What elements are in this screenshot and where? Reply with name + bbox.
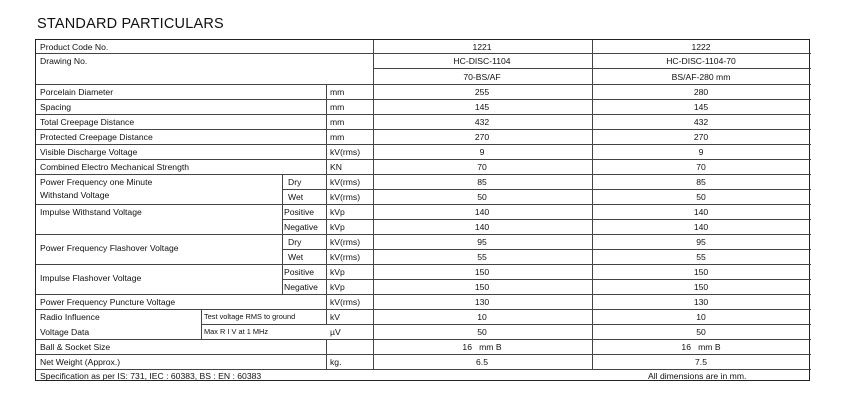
row-value-1: 150	[474, 282, 490, 292]
row-value-1: 95	[477, 237, 487, 247]
row-value-1: 9	[479, 147, 485, 157]
row-label: Spacing	[40, 102, 72, 112]
row-unit: kVp	[330, 267, 345, 277]
row-unit: kV(rms)	[330, 192, 361, 202]
row-divider	[36, 144, 811, 145]
row-unit: kVp	[330, 282, 345, 292]
row-divider	[36, 204, 811, 205]
row-value-1: 50	[477, 192, 487, 202]
row-value-1: 140	[474, 222, 490, 232]
row-unit: KN	[330, 162, 342, 172]
column-divider	[326, 84, 327, 324]
condition-label: Negative	[284, 222, 318, 232]
row-divider	[36, 369, 811, 370]
row-unit: kVp	[330, 222, 345, 232]
condition-label: Dry	[288, 237, 302, 247]
row-divider	[282, 249, 811, 250]
row-divider	[36, 234, 811, 235]
group-label-line1: Radio Influence	[40, 312, 100, 322]
group-label-line2: Withstand Voltage	[40, 190, 110, 200]
condition-label: Wet	[288, 192, 304, 202]
row-unit: kV(rms)	[330, 252, 361, 262]
row-value-2: 55	[696, 252, 706, 262]
row-divider	[282, 279, 811, 280]
group-label-line1: Power Frequency one Minute	[40, 177, 153, 187]
row-label: Power Frequency Puncture Voltage	[40, 297, 176, 307]
column-divider	[282, 174, 283, 294]
row-divider	[36, 53, 811, 54]
condition-label: Dry	[288, 177, 302, 187]
column-divider	[373, 40, 374, 369]
row-value-1: 70	[477, 162, 487, 172]
row-label: Combined Electro Mechanical Strength	[40, 162, 190, 172]
row-value-1: 85	[477, 177, 487, 187]
drawing-no-1-line2: 70-BS/AF	[463, 72, 501, 82]
row-divider	[36, 114, 811, 115]
row-value-2: 130	[693, 297, 709, 307]
row-value-1: 150	[474, 267, 490, 277]
row-value-1: 50	[477, 327, 487, 337]
row-value-1: 255	[474, 87, 490, 97]
row-unit: kV(rms)	[330, 237, 361, 247]
drawing-no-2-line1: HC-DISC-1104-70	[666, 56, 736, 66]
row-value-1: 432	[474, 117, 490, 127]
condition-label: Test voltage RMS to ground	[204, 312, 296, 321]
product-code-label: Product Code No.	[40, 42, 109, 52]
row-divider	[36, 309, 811, 310]
row-unit: mm	[330, 102, 345, 112]
row-label: Ball & Socket Size	[40, 342, 111, 352]
row-divider	[201, 324, 811, 325]
row-unit: kV(rms)	[330, 177, 361, 187]
row-value-2: 7.5	[695, 357, 707, 367]
row-divider	[36, 264, 811, 265]
row-value-2: 95	[696, 237, 706, 247]
condition-label: Max R I V at 1 MHz	[204, 327, 269, 336]
column-divider	[592, 40, 593, 369]
dimensions-note: All dimensions are in mm.	[648, 371, 747, 381]
product-code-2: 1222	[691, 42, 711, 52]
row-value-2: 280	[693, 87, 709, 97]
row-value-2: 9	[698, 147, 704, 157]
row-unit: kV	[330, 312, 341, 322]
row-unit: kV(rms)	[330, 297, 361, 307]
row-value-2: 432	[693, 117, 709, 127]
row-divider	[36, 99, 811, 100]
row-value-1: 16 mm B	[462, 342, 502, 352]
row-value-1: 145	[474, 102, 490, 112]
row-divider	[36, 354, 811, 355]
row-unit: kV(rms)	[330, 147, 361, 157]
row-unit: mm	[330, 117, 345, 127]
row-value-2: 50	[696, 192, 706, 202]
drawing-no-2-line2: BS/AF-280 mm	[671, 72, 731, 82]
row-label: Porcelain Diameter	[40, 87, 114, 97]
row-unit: µV	[330, 327, 341, 337]
row-value-2: 140	[693, 207, 709, 217]
drawing-label: Drawing No.	[40, 56, 88, 66]
condition-label: Negative	[284, 282, 318, 292]
row-value-2: 140	[693, 222, 709, 232]
row-value-2: 10	[696, 312, 706, 322]
group-label: Power Frequency Flashover Voltage	[40, 243, 179, 253]
page-title: STANDARD PARTICULARS	[37, 16, 224, 32]
row-label: Protected Creepage Distance	[40, 132, 153, 142]
row-value-2: 270	[693, 132, 709, 142]
row-value-2: 70	[696, 162, 706, 172]
row-value-1: 140	[474, 207, 490, 217]
row-value-2: 85	[696, 177, 706, 187]
column-divider	[326, 339, 327, 369]
condition-label: Positive	[284, 267, 315, 277]
row-unit: kVp	[330, 207, 345, 217]
row-value-1: 55	[477, 252, 487, 262]
row-value-2: 145	[693, 102, 709, 112]
row-unit: mm	[330, 132, 345, 142]
row-divider	[282, 219, 811, 220]
condition-label: Wet	[288, 252, 304, 262]
row-value-2: 16 mm B	[681, 342, 721, 352]
row-value-2: 150	[693, 282, 709, 292]
row-divider	[36, 129, 811, 130]
row-divider	[36, 294, 811, 295]
row-unit: kg.	[330, 357, 342, 367]
row-value-1: 6.5	[476, 357, 488, 367]
row-label: Total Creepage Distance	[40, 117, 135, 127]
row-divider	[36, 339, 811, 340]
row-label: Visible Discharge Voltage	[40, 147, 138, 157]
standard-particulars-table	[35, 39, 810, 381]
product-code-1: 1221	[472, 42, 492, 52]
row-divider	[36, 174, 811, 175]
row-divider	[36, 84, 811, 85]
column-divider	[201, 309, 202, 339]
row-divider	[282, 189, 811, 190]
row-value-2: 50	[696, 327, 706, 337]
drawing-no-1-line1: HC-DISC-1104	[453, 56, 511, 66]
row-value-1: 130	[474, 297, 490, 307]
row-label: Net Weight (Approx.)	[40, 357, 121, 367]
row-value-2: 150	[693, 267, 709, 277]
row-value-1: 270	[474, 132, 490, 142]
group-label: Impulse Flashover Voltage	[40, 273, 142, 283]
row-value-1: 10	[477, 312, 487, 322]
row-unit: mm	[330, 87, 345, 97]
group-label: Impulse Withstand Voltage	[40, 207, 142, 217]
group-label-line2: Voltage Data	[40, 327, 90, 337]
row-divider	[36, 159, 811, 160]
specification-note: Specification as per IS: 731, IEC : 60383, BS : EN : 60383	[40, 371, 262, 381]
condition-label: Positive	[284, 207, 315, 217]
